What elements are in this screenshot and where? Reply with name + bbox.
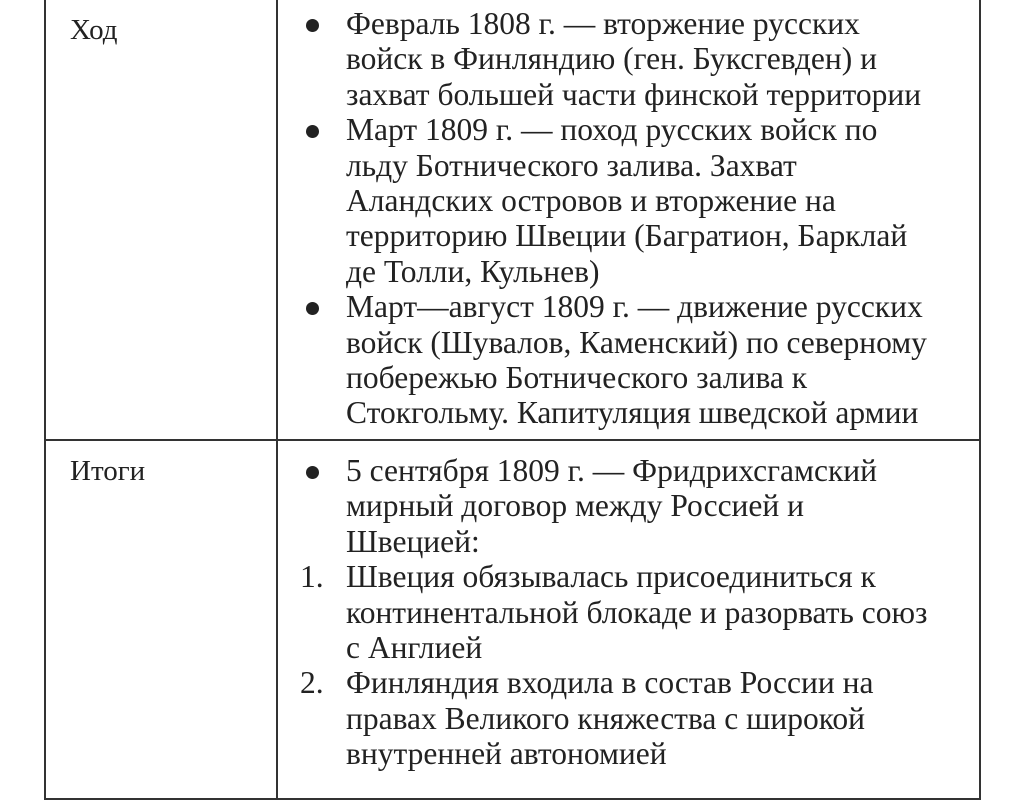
numbered-list bbox=[278, 559, 979, 771]
bullet-dot-icon bbox=[306, 302, 319, 315]
text-line: Март 1809 г. — поход русских войск по bbox=[346, 112, 878, 148]
text-line: внутренней автономией bbox=[346, 736, 667, 772]
row-label: Итоги bbox=[45, 440, 277, 799]
bullet-list bbox=[278, 453, 979, 559]
row-content bbox=[277, 440, 980, 799]
text-line: войск в Финляндию (ген. Буксгевден) и bbox=[346, 41, 877, 77]
text-line: Швеция обязывалась присоединиться к bbox=[346, 559, 876, 595]
text-line: территорию Швеции (Багратион, Барклай bbox=[346, 218, 908, 254]
text-line: Стокгольму. Капитуляция шведской армии bbox=[346, 395, 919, 431]
text-line: с Англией bbox=[346, 629, 483, 665]
bullet-dot-icon bbox=[306, 466, 319, 479]
text-line: Март—август 1809 г. — движение русских bbox=[346, 289, 923, 325]
bullet-list bbox=[278, 6, 979, 431]
bullet-dot-icon bbox=[306, 125, 319, 138]
history-table bbox=[44, 0, 981, 800]
row-content bbox=[277, 0, 980, 440]
text-line: войск (Шувалов, Каменский) по северному bbox=[346, 324, 927, 360]
text-line: побережью Ботнического залива к bbox=[346, 360, 808, 396]
row-label: Ход bbox=[45, 0, 277, 440]
bullet-item bbox=[278, 6, 979, 112]
text-line: правах Великого княжества с широкой bbox=[346, 700, 866, 736]
bullet-dot-icon bbox=[306, 19, 319, 32]
numbered-item bbox=[278, 665, 979, 771]
text-line: Февраль 1808 г. — вторжение русских bbox=[346, 6, 860, 41]
text-line: континентальной блокаде и разорвать союз bbox=[346, 594, 928, 630]
bullet-item bbox=[278, 453, 979, 559]
text-line: Аландских островов и вторжение на bbox=[346, 183, 836, 219]
text-line: мирный договор между Россией и bbox=[346, 488, 804, 524]
numbered-item bbox=[278, 559, 979, 665]
item-number: 2. bbox=[300, 665, 324, 701]
bullet-item bbox=[278, 112, 979, 289]
text-line: льду Ботнического залива. Захват bbox=[346, 147, 797, 183]
text-line: Швецией: bbox=[346, 523, 480, 559]
item-number: 1. bbox=[300, 559, 324, 595]
table-row-results bbox=[45, 440, 980, 799]
text-line: захват большей части финской территории bbox=[346, 76, 922, 112]
text-line: Финляндия входила в состав России на bbox=[346, 665, 874, 701]
text-line: де Толли, Кульнев) bbox=[346, 253, 600, 289]
text-line: 5 сентября 1809 г. — Фридрихсгамский bbox=[346, 452, 877, 488]
table-row-course bbox=[45, 0, 980, 440]
bullet-item bbox=[278, 289, 979, 431]
